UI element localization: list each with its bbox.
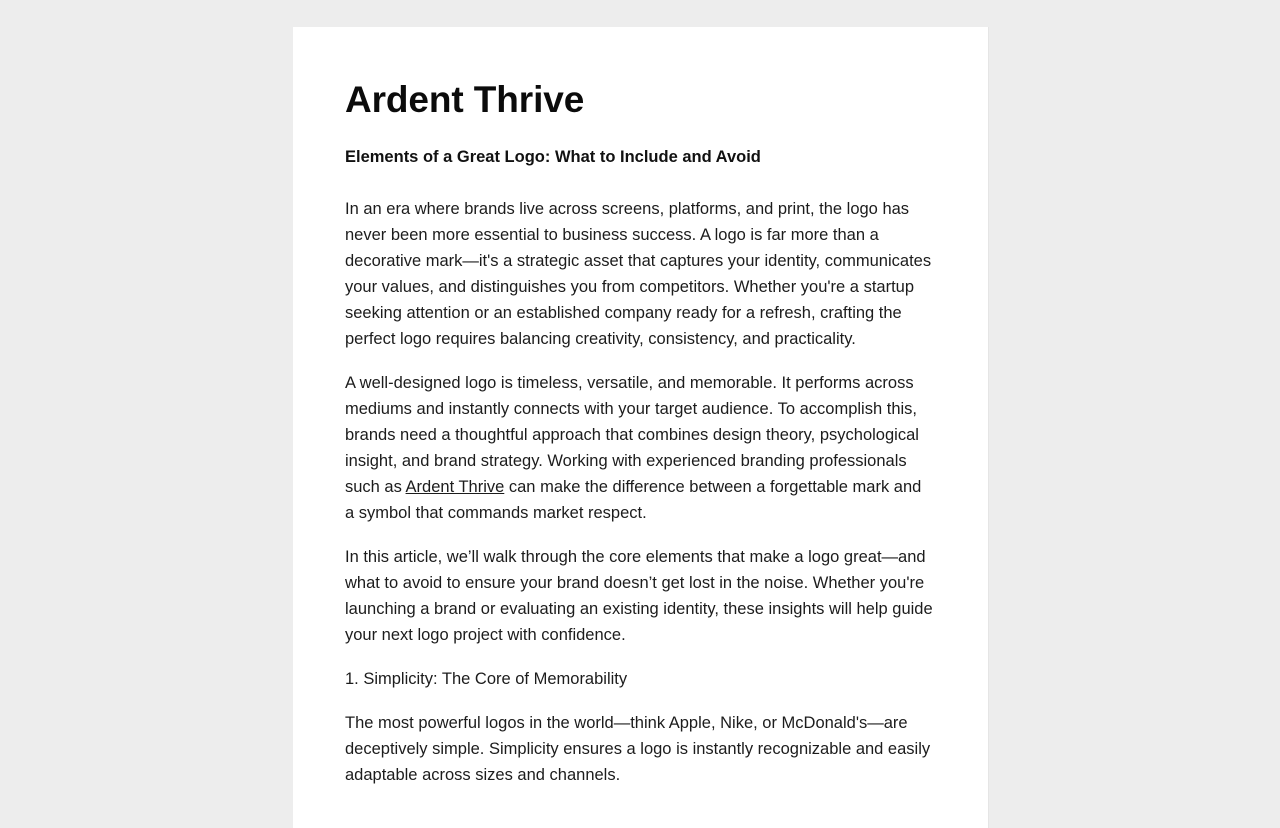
ardent-thrive-link[interactable]: Ardent Thrive [405, 477, 505, 496]
paragraph-article-scope: In this article, we’ll walk through the core elements that make a logo great—and what to avoid to ensure your brand doesn’t get lost in the noise. Whether you're launching a brand or evaluating an existing identity, these insights will help guide your next logo project with confidence. [345, 547, 933, 644]
paragraph-tail-text: can make the difference between a forgettable mark and a symbol that commands market respect. [345, 477, 922, 522]
paragraph-lead-text: A well-designed logo is timeless, versatile, and memorable. It performs across mediums and instantly connects with your target audience. To accomplish this, brands need a thoughtful approach that combines design theory, psychological insight, and brand strategy. Working with experienced branding professionals such as [345, 373, 919, 496]
section-body-simplicity: The most powerful logos in the world—think Apple, Nike, or McDonald's—are deceptively simple. Simplicity ensures a logo is instantly recognizable and easily adaptable across sizes and channels. [345, 713, 931, 784]
document-page [293, 27, 988, 828]
paragraph-intro: In an era where brands live across screens, platforms, and print, the logo has never been more essential to business success. A logo is far more than a decorative mark—it's a strategic asset that captures your identity, communicates your values, and distinguishes you from competitors. Whether you're a startup seeking attention or an established company ready for a refresh, crafting the perfect logo requires balancing creativity, consistency, and practicality. [345, 199, 932, 348]
paragraph-well-designed [345, 370, 935, 526]
page-title: Ardent Thrive [345, 79, 585, 120]
section-heading-simplicity: 1. Simplicity: The Core of Memorability [345, 669, 628, 688]
article-subtitle: Elements of a Great Logo: What to Include and Avoid [345, 148, 761, 167]
